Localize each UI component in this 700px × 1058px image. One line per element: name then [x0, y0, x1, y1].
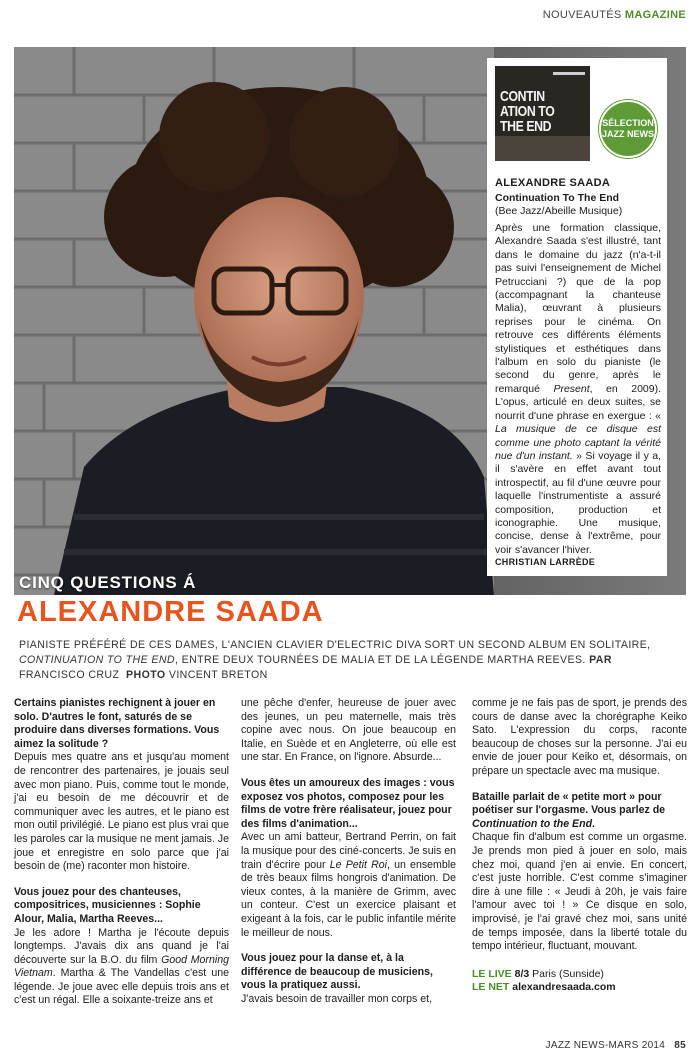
album-artist: ALEXANDRE SAADA [495, 177, 611, 189]
page-footer [546, 1040, 686, 1051]
answer-2-continued: une pêche d'enfer, heureuse de jouer avec des jeunes, un peu maternelle, mais très copine avec nous. On joue beaucoup en Italie, en Suède et en Angleterre, où elle est une star. En France, on l'ignore. Absurde... [241, 697, 456, 764]
info-box [472, 968, 616, 994]
section-name: NOUVEAUTÉS [542, 9, 622, 21]
question-1: Certains pianistes rechignent à jouer en solo. D'autres le font, saturés de se produire dans diverses formations. Vous aimez la solitude ? [14, 697, 220, 750]
album-title: Continuation To The End [495, 192, 620, 204]
album-cover [495, 66, 590, 161]
album-review-box [487, 58, 667, 576]
question-3: Vous êtes un amoureux des images : vous exposez vos photos, composez pour les films de votre frère réalisateur, jouez pour des films d'animation... [241, 776, 455, 830]
article-headline: ALEXANDRE SAADA [17, 596, 324, 628]
article-column-3 [472, 697, 687, 966]
portrait-photo [14, 47, 686, 595]
reviewer-name: CHRISTIAN LARRÈDE [495, 557, 596, 567]
badge-line-1: SÉLECTION [602, 118, 654, 128]
answer-4: J'avais besoin de travailler mon corps et, [241, 992, 433, 1005]
page-number: 85 [674, 1040, 686, 1051]
question-2: Vous jouez pour des chanteuses, compositrices, musiciennes : Sophie Alour, Malia, Martha Reeves... [14, 885, 201, 925]
answer-5: Chaque fin d'album est comme un orgasme. Je prends mon pied à jouer en solo, mais chez moi, quand j'en ai envie. En concert, c'est juste horrible. C'est comme s'imaginer dire à une fille : « Jeudi à 20h, je vais faire l'amour avec toi ! » Ce disque en solo, improvisé, je l'ai gravé chez moi, sans unité de temps imposée, dans la liberté totale du tempo intérieur, fluctuant, mouvant. [472, 831, 687, 953]
album-review-text: Après une formation classique, Alexandre Saada s'est illustré, tant dans le domaine du jazz (n'a-t-il pas suivi l'enseignement de Michel Petrucciani ?) que de la pop (accompagnant la chanteuse Malia), œuvrant à plusieurs reprises pour le cinéma. On retrouve ces différents éléments stylistiques et esthétiques dans l'album en solo du pianiste (le second du genre, après le remarqué Present, en 2009). L'opus, articulé en deux suites, se nourrit d'une phrase en exergue : « La musique de ce disque est comme une photo captant la vérité nue d'un instant. » Si voyage il y a, il s'avère en effet avant tout introspectif, au fil d'une œuvre pour laquelle l'instrumentiste a assuré composition, production et iconographie. Une musique, concise, dense à l'extrême, pour voir s'avancer l'hiver. [495, 222, 662, 556]
badge-line-2: JAZZ NEWS [601, 129, 654, 139]
answer-2: Je les adore ! Martha je l'écoute depuis longtemps. J'avais dix ans quand je l'ai découverte sur la B.O. du film Good Morning Vietnam. Martha & The Vandellas c'est une légende. Je joue avec elle depuis trois ans et c'est un régal. Elle a soixante-treize ans et [14, 926, 229, 1007]
article-column-1 [14, 697, 229, 1020]
running-header [543, 9, 686, 21]
answer-4-continued: comme je ne fais pas de sport, je prends des cours de danse avec la chorégraphe Keiko Sato. L'expression du corps, raconte beaucoup de choses sur la personne. J'ai eu envie de jouer pour Keiko et, désormais, on prépare un spectacle avec ma musique. [472, 697, 687, 777]
answer-3: Avec un ami batteur, Bertrand Perrin, on fait la musique pour des ciné-concerts. Je suis en train d'écrire pour Le Petit Roi, un ensemble de très beaux films hongrois d'animation. De vieux contes, à la manière de Grimm, avec un conteur. C'est un exercice plaisant et exigeant à la fois, car le public infantile mérite le meilleur de nous. [241, 831, 456, 939]
issue-info: JAZZ NEWS-MARS 2014 [545, 1040, 666, 1051]
article-standfirst: PIANISTE PRÉFÉRÉ DE CES DAMES, L'ANCIEN CLAVIER D'ELECTRIC DIVA SORT UN SECOND ALBUM EN SOLITAIRE, CONTINUATION TO THE END, ENTRE DEUX TOURNÉES DE MALIA ET DE LA LÉGENDE MARTHA REEVES. PAR FRANCISCO CRUZ PHOTO VINCENT BRETON [19, 639, 651, 681]
byline: PAR FRANCISCO CRUZ PHOTO VINCENT BRETON [19, 654, 612, 681]
article-kicker: CINQ QUESTIONS Á [19, 573, 197, 592]
answer-1: Depuis mes quatre ans et jusqu'au moment de rencontrer des partenaires, je jouais seul avec mon piano. Puis, comme tout le monde, j'ai eu besoin de me découvrir et de communiquer avec les autres, et le piano est mon outil privilégié. Le piano est plus vrai que les paroles car la musique ne ment jamais. Je joue et enregistre en solo parce que j'ai besoin de (me) raconter mon histoire. [14, 751, 229, 873]
album-label: (Bee Jazz/Abeille Musique) [495, 205, 623, 217]
question-5: Bataille parlait de « petite mort » pour poétiser sur l'orgasme. Vous parlez de Continuation to the End. [472, 790, 666, 830]
live-line: LE LIVE 8/3 Paris (Sunside) [472, 967, 604, 980]
question-4: Vous jouez pour la danse et, à la différence de beaucoup de musiciens, vous la pratiquez aussi. [241, 952, 433, 992]
article-column-2 [241, 697, 456, 1018]
magazine-label: MAGAZINE [624, 9, 686, 21]
cover-title: CONTIN ATION TO THE END [500, 88, 555, 135]
selection-badge [599, 100, 657, 158]
net-line[interactable]: LE NET alexandresaada.com [472, 980, 616, 993]
